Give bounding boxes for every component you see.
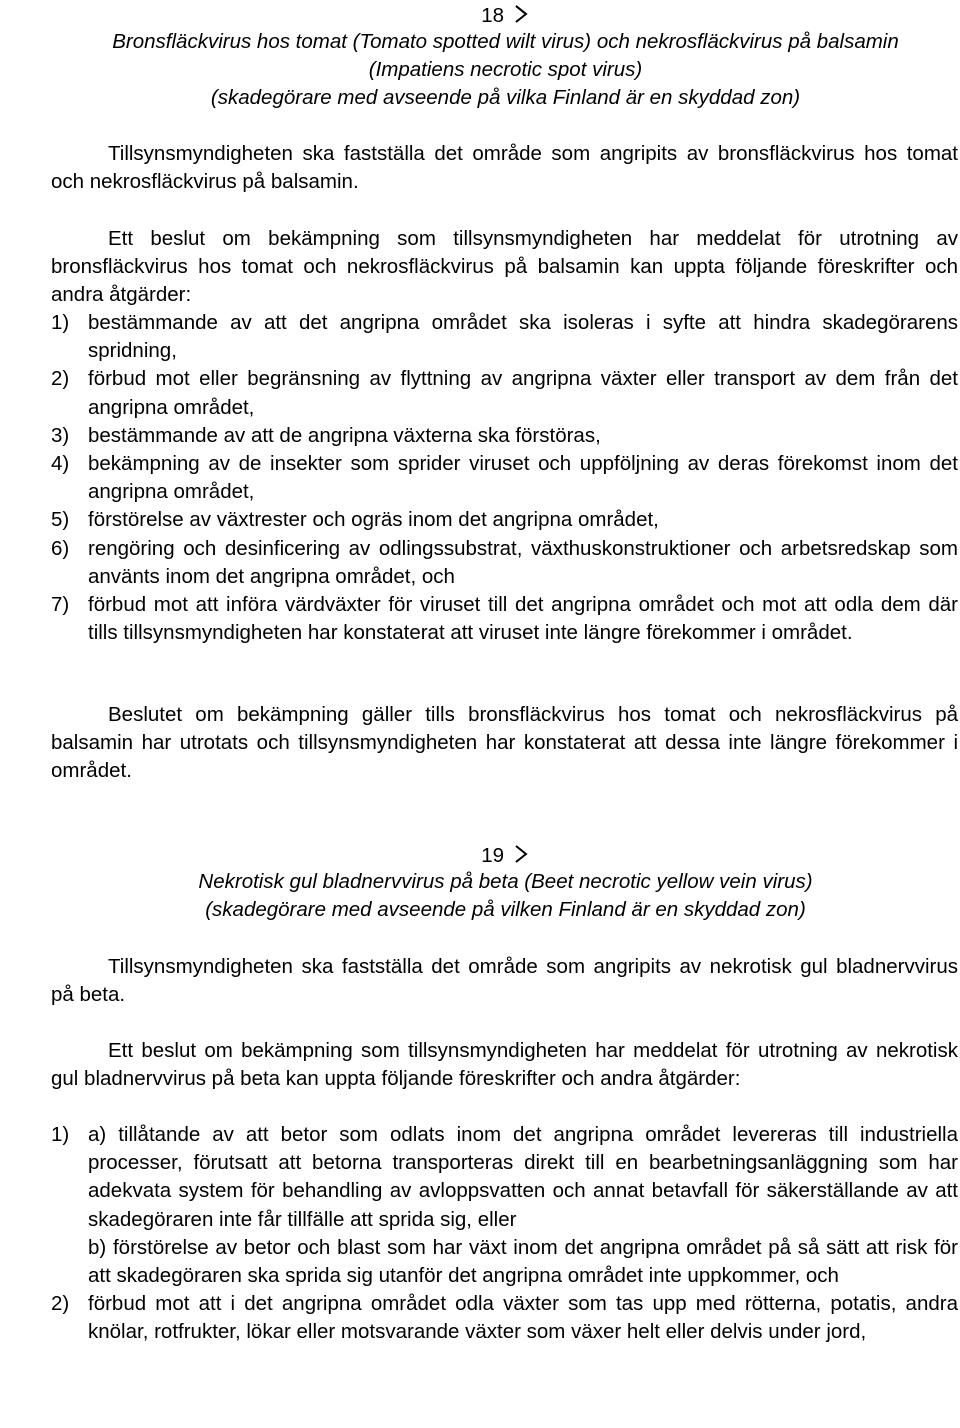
paragraph: Tillsynsmyndigheten ska fastställa det område som angripits av bronsfläckvirus hos tomat och nekrosfläckvirus på balsamin. bbox=[51, 142, 958, 194]
item-number: 1) bbox=[51, 1123, 70, 1146]
item-subpoint-b: b) förstörelse av betor och blast som har växt inom det angripna området på så sätt att risk för att skadegöraren ska sprida sig utanför det angripna området inte uppkommer, och bbox=[88, 1235, 958, 1288]
item-number: 2) bbox=[51, 1292, 70, 1316]
section-number-18 bbox=[51, 0, 958, 30]
item-subpoint-a: a) tillåtande av att betor som odlats inom det angripna området levereras till industriella processer, förutsatt att betorna transporteras direkt till en bearbetningsanläggning som har adekvata system för behandling av avloppsvatten och annat betavfall för säkerställande av att skadegöraren inte får tillfälle att sprida sig, eller bbox=[88, 1123, 958, 1231]
list-item bbox=[51, 450, 958, 506]
item-number: 2) bbox=[51, 367, 70, 391]
list-item bbox=[51, 506, 958, 534]
title-line: (skadegörare med avseende på vilka Finland är en skyddad zon) bbox=[210, 86, 801, 110]
section-number: 18 bbox=[481, 4, 505, 27]
item-text: förbud mot att införa värdväxter för viruset till det angripna området och mot att odla dem där tills tillsynsmyndigheten har konstaterat att viruset inte längre förekommer i området. bbox=[88, 593, 958, 645]
item-text: bestämmande av att det angripna området ska isoleras i syfte att hindra skadegörarens spridning, bbox=[88, 311, 958, 363]
item-text: bekämpning av de insekter som sprider viruset och uppföljning av deras förekomst inom det angripna området, bbox=[88, 452, 958, 504]
list-item bbox=[51, 1290, 958, 1346]
item-number: 5) bbox=[51, 508, 70, 532]
title-line: Bronsfläckvirus hos tomat (Tomato spotted wilt virus) och nekrosfläckvirus på balsamin bbox=[112, 30, 899, 53]
list-item bbox=[51, 309, 958, 365]
list-item bbox=[51, 365, 958, 421]
paragraph: Tillsynsmyndigheten ska fastställa det område som angripits av nekrotisk gul bladnervvirus på beta. bbox=[51, 955, 958, 1007]
measure-list bbox=[51, 1121, 958, 1347]
item-number: 3) bbox=[51, 423, 70, 447]
section-title bbox=[0, 868, 960, 924]
measure-list bbox=[51, 309, 958, 647]
list-item bbox=[51, 535, 958, 591]
title-line: (skadegörare med avseende på vilken Finland är en skyddad zon) bbox=[205, 898, 806, 922]
item-text: rengöring och desinficering av odlingssubstrat, växthuskonstruktioner och arbetsredskap som använts inom det angripna området, och bbox=[88, 536, 958, 588]
item-number: 7) bbox=[51, 593, 70, 617]
paragraph: Ett beslut om bekämpning som tillsynsmyndigheten har meddelat för utrotning av nekrotisk gul bladnervvirus på beta kan uppta följande föreskrifter och andra åtgärder: bbox=[51, 1039, 958, 1091]
section-title bbox=[0, 28, 960, 113]
item-text: förbud mot eller begränsning av flyttning av angripna växter eller transport av dem från det angripna området, bbox=[88, 367, 958, 419]
section-link-icon[interactable] bbox=[514, 0, 528, 26]
item-text: förstörelse av växtrester och ogräs inom det angripna området, bbox=[88, 508, 659, 532]
section-link-icon[interactable] bbox=[514, 840, 528, 866]
paragraph: Beslutet om bekämpning gäller tills bronsfläckvirus hos tomat och nekrosfläckvirus på balsamin har utrotats och tillsynsmyndigheten har konstaterat att dessa inte längre förekommer i området. bbox=[51, 703, 958, 783]
section-number-19 bbox=[51, 840, 958, 870]
item-text: bestämmande av att de angripna växterna ska förstöras, bbox=[88, 423, 601, 447]
item-number: 4) bbox=[51, 452, 70, 476]
section-number: 19 bbox=[481, 844, 505, 867]
title-line: Nekrotisk gul bladnervvirus på beta (Beet necrotic yellow vein virus) bbox=[198, 870, 813, 893]
list-item bbox=[51, 1121, 958, 1290]
item-text: förbud mot att i det angripna området odla växter som tas upp med rötterna, potatis, andra knölar, rotfrukter, lökar eller motsvarande växter som växer helt eller delvis under jord, bbox=[88, 1292, 958, 1344]
list-item bbox=[51, 422, 958, 450]
list-item bbox=[51, 591, 958, 647]
paragraph: Ett beslut om bekämpning som tillsynsmyndigheten har meddelat för utrotning av bronsfläckvirus hos tomat och nekrosfläckvirus på balsamin kan uppta följande föreskrifter och andra åtgärder: bbox=[51, 227, 958, 307]
title-line: (Impatiens necrotic spot virus) bbox=[368, 58, 643, 82]
item-number: 1) bbox=[51, 311, 70, 334]
item-number: 6) bbox=[51, 536, 70, 560]
